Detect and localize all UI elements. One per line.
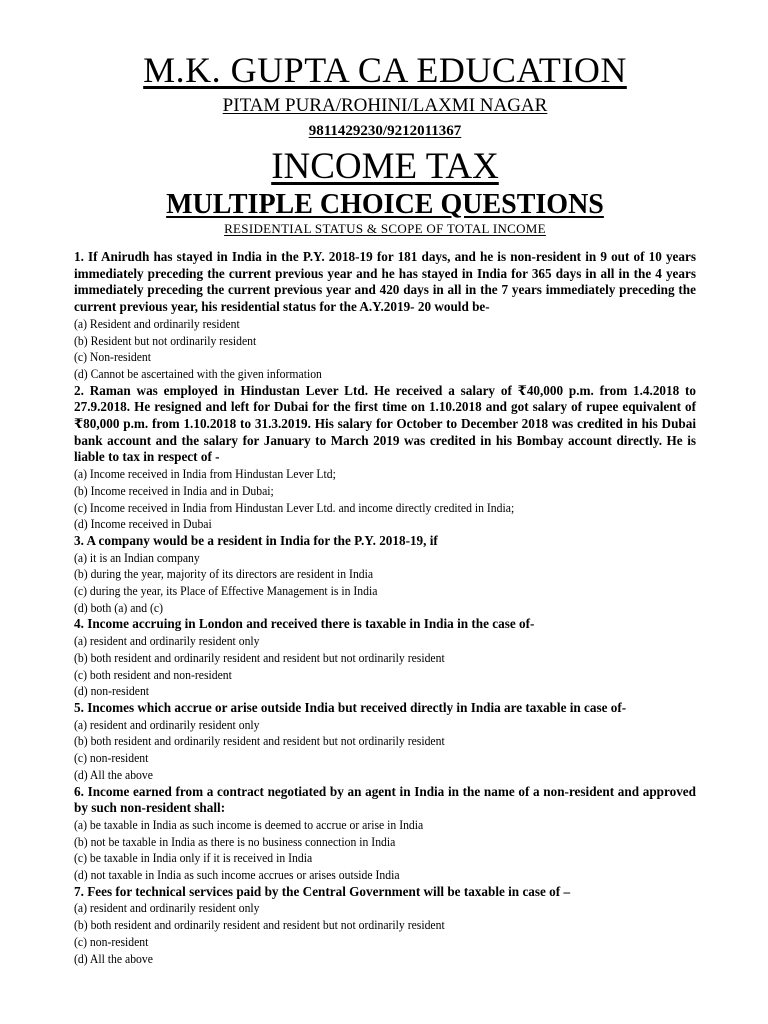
- option-list: [74, 817, 696, 884]
- question-text: 4. Income accruing in London and received there is taxable in India in the case of-: [74, 616, 535, 632]
- option-d: (d) All the above: [74, 766, 153, 782]
- option-d: (d) All the above: [74, 950, 153, 966]
- question-2: [74, 383, 696, 533]
- option-a: (a) resident and ordinarily resident only: [74, 900, 260, 916]
- option-b: (b) Resident but not ordinarily resident: [74, 332, 257, 348]
- option-c: (c) Income received in India from Hindustan Lever Ltd. and income directly credited in India;: [74, 499, 515, 515]
- option-d: (d) Cannot be ascertained with the given information: [74, 365, 322, 381]
- question-7: [74, 884, 696, 968]
- option-list: [74, 550, 696, 617]
- branch-locations: PITAM PURA/ROHINI/LAXMI NAGAR: [222, 95, 548, 116]
- option-list: [74, 466, 696, 533]
- question-4: [74, 616, 696, 700]
- option-c: (c) non-resident: [74, 750, 149, 766]
- option-c: (c) both resident and non-resident: [74, 666, 232, 682]
- option-c: (c) be taxable in India only if it is received in India: [74, 850, 313, 866]
- option-a: (a) Resident and ordinarily resident: [74, 315, 240, 331]
- option-b: (b) both resident and ordinarily resident and resident but not ordinarily resident: [74, 649, 445, 665]
- question-6: [74, 784, 696, 884]
- question-list: [74, 249, 696, 967]
- option-a: (a) resident and ordinarily resident only: [74, 633, 260, 649]
- option-list: [74, 717, 696, 784]
- option-b: (b) Income received in India and in Dubai;: [74, 482, 274, 498]
- institute-name: M.K. GUPTA CA EDUCATION: [143, 50, 627, 90]
- question-1: [74, 249, 696, 383]
- option-list: [74, 316, 696, 383]
- option-a: (a) resident and ordinarily resident only: [74, 716, 260, 732]
- document-header: [74, 48, 696, 237]
- option-a: (a) it is an Indian company: [74, 549, 200, 565]
- question-text: 2. Raman was employed in Hindustan Lever Ltd. He received a salary of ₹40,000 p.m. from 1.4.2018 to 27.9.2018. He resigned and left for Dubai for the first time on 1.10.2018 and got salary of rupee equivalent of ₹80,000 p.m. from 1.10.2018 to 31.3.2019. His salary for October to December 2018 was credited in his Dubai bank account and the salary for January to March 2019 was credited in his Bombay account directly. He is liable to tax in respect of -: [74, 382, 696, 465]
- option-d: (d) Income received in Dubai: [74, 516, 212, 532]
- option-b: (b) both resident and ordinarily resident and resident but not ordinarily resident: [74, 917, 445, 933]
- question-5: [74, 700, 696, 784]
- question-text: 7. Fees for technical services paid by the Central Government will be taxable in case of –: [74, 883, 571, 899]
- option-list: [74, 900, 696, 967]
- subject-title: INCOME TAX: [271, 146, 499, 187]
- option-a: (a) Income received in India from Hindustan Lever Ltd;: [74, 466, 336, 482]
- option-c: (c) non-resident: [74, 933, 149, 949]
- option-d: (d) both (a) and (c): [74, 599, 164, 615]
- option-b: (b) not be taxable in India as there is no business connection in India: [74, 833, 396, 849]
- topic-title: RESIDENTIAL STATUS & SCOPE OF TOTAL INCOME: [224, 221, 546, 236]
- question-text: 1. If Anirudh has stayed in India in the P.Y. 2018-19 for 181 days, and he is non-resident in 9 out of 10 years immediately preceding the current previous year and he has stayed in India for 365 days in all in the 4 years immediately preceding the current previous year and 420 days in all in the 7 years immediately preceding the current previous year, his residential status for the A.Y.2019- 20 would be-: [74, 249, 696, 315]
- section-title: MULTIPLE CHOICE QUESTIONS: [166, 189, 604, 220]
- option-a: (a) be taxable in India as such income is deemed to accrue or arise in India: [74, 816, 424, 832]
- option-c: (c) during the year, its Place of Effective Management is in India: [74, 583, 378, 599]
- option-d: (d) non-resident: [74, 683, 150, 699]
- option-b: (b) during the year, majority of its directors are resident in India: [74, 566, 374, 582]
- option-d: (d) not taxable in India as such income accrues or arises outside India: [74, 867, 400, 883]
- question-text: 3. A company would be a resident in India for the P.Y. 2018-19, if: [74, 532, 438, 548]
- question-text: 6. Income earned from a contract negotiated by an agent in India in the name of a non-resident and approved by such non-resident shall:: [74, 783, 696, 816]
- option-list: [74, 633, 696, 700]
- option-c: (c) Non-resident: [74, 349, 152, 365]
- contact-phones: 9811429230/9212011367: [308, 123, 462, 139]
- question-3: [74, 533, 696, 617]
- option-b: (b) both resident and ordinarily resident and resident but not ordinarily resident: [74, 733, 445, 749]
- question-text: 5. Incomes which accrue or arise outside India but received directly in India are taxable in case of-: [74, 699, 627, 715]
